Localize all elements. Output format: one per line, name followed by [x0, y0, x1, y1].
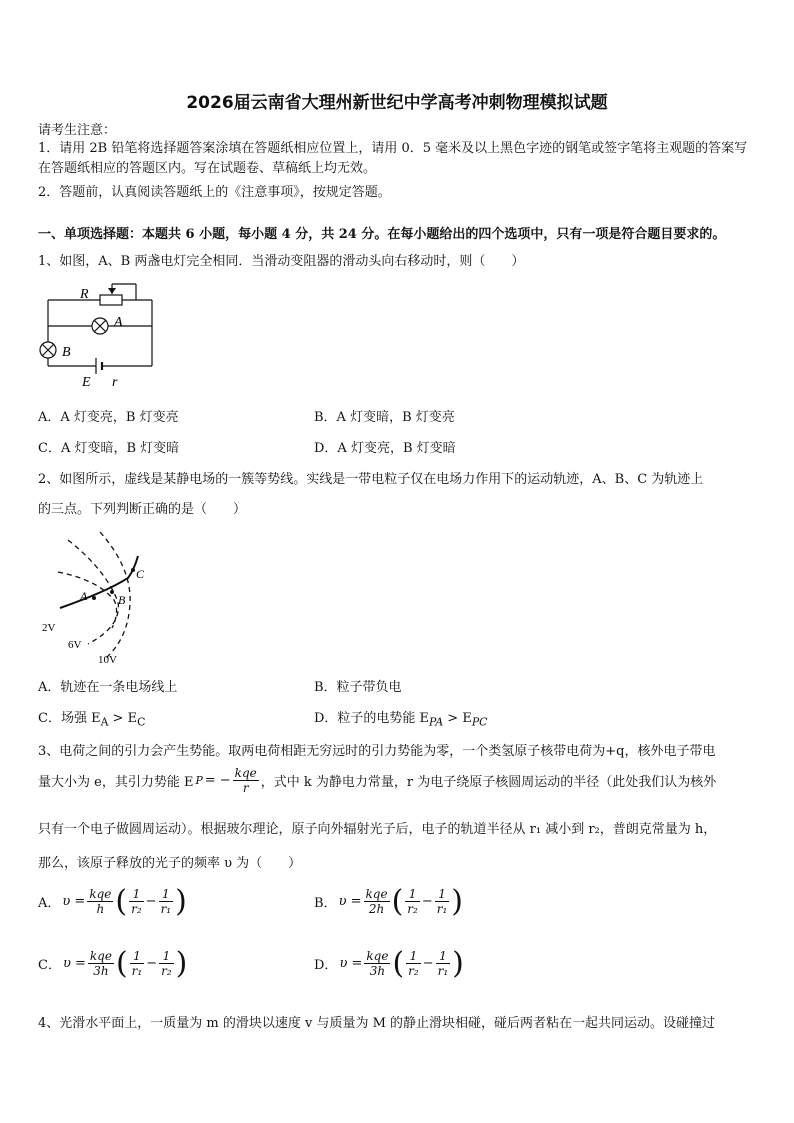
notice-item-2: 2．答题前，认真阅读答题纸上的《注意事项》，按规定答题。 [38, 185, 391, 200]
q2-option-b: B．粒子带负电 [314, 680, 402, 695]
notice-item-1: 1．请用 2B 铅笔将选择题答案涂填在答题纸相应位置上，请用 0．5 毫米及以上黑色字迹的钢笔或签字笔将主观题的答案写在答题纸相应的答题区内。写在试题卷、草稿纸上均无效。 [38, 141, 748, 176]
question-4-stem: 4、光滑水平面上，一质量为 m 的滑块以速度 v 与质量为 M 的静止滑块相碰，碰后两者粘在一起共同运动。设碰撞过 [38, 1016, 716, 1031]
label-R: R [80, 287, 89, 302]
label-r: r [112, 375, 118, 390]
q3-option-c: C． υ = $\frac{\text{kqe}}{3h}$ ( $\frac{1}{\text{r₁}}$ − $\frac{1}{\text{r₂}}$ ) [38, 946, 188, 981]
q1-option-c: C．A 灯变暗，B 灯变暗 [38, 441, 180, 456]
q1-option-d: D．A 灯变亮，B 灯变暗 [314, 441, 456, 456]
question-3-line2: 量大小为 e，其引力势能 E P = − $\frac{\text{kqe}}{r}$ ，式中 k 为静电力常量，r 为电子绕原子核圆周运动的半径（此处我们认为核外 [38, 766, 717, 795]
potential-energy-fraction: $\frac{\text{kqe}}{r}$ [234, 766, 257, 795]
label-point-c: C [136, 567, 145, 581]
question-1-stem: 1、如图，A、B 两盏电灯完全相同．当滑动变阻器的滑动头向右移动时，则（ ） [38, 254, 525, 269]
question-2-stem-line1: 2、如图所示，虚线是某静电场的一簇等势线。实线是一带电粒子仅在电场力作用下的运动轨迹，A、B、C 为轨迹上 [38, 472, 704, 487]
q2-option-c: C．场强 $E_A > E_C$ [38, 711, 146, 729]
label-point-a: A [80, 589, 88, 603]
question-3-line4: 那么，该原子释放的光子的频率 υ 为（ ） [38, 856, 302, 871]
q3-option-d: D． υ = $\frac{\text{kqe}}{3h}$ ( $\frac{1}{\text{r₂}}$ − $\frac{1}{\text{r₁}}$ ) [314, 946, 464, 981]
q3-option-b: B． υ = $\frac{\text{kqe}}{2h}$ ( $\frac{1}{\text{r₂}}$ − $\frac{1}{\text{r₁}}$ ) [314, 884, 463, 919]
question-3-line1: 3、电荷之间的引力会产生势能。取两电荷相距无穷远时的引力势能为零，一个类氢原子核带电荷为+q，核外电子带电 [38, 744, 716, 759]
label-2v: 2V [42, 622, 56, 634]
notice-heading: 请考生注意： [38, 123, 117, 138]
label-10v: 10V [98, 654, 117, 666]
circuit-diagram [34, 280, 164, 390]
equipotential-diagram [36, 528, 166, 668]
q1-option-a: A．A 灯变亮，B 灯变亮 [38, 410, 179, 425]
label-A: A [114, 315, 123, 330]
section-heading: 一、单项选择题：本题共 6 小题，每小题 4 分，共 24 分。在每小题给出的四个选项中，只有一项是符合题目要求的。 [38, 227, 726, 242]
label-6v: 6V [68, 639, 82, 651]
label-E: E [82, 375, 91, 390]
question-2-stem-line2: 的三点。下列判断正确的是（ ） [38, 502, 247, 517]
page-title: 2026届云南省大理州新世纪中学高考冲刺物理模拟试题 [186, 93, 608, 113]
label-B: B [62, 345, 71, 360]
question-3-line3: 只有一个电子做圆周运动）。根据玻尔理论，原子向外辐射光子后，电子的轨道半径从 r₁ 减小到 r₂，普朗克常量为 h， [38, 822, 717, 837]
q1-option-b: B．A 灯变暗，B 灯变亮 [314, 410, 455, 425]
q2-option-a: A．轨迹在一条电场线上 [38, 680, 178, 695]
label-point-b: B [118, 593, 126, 607]
q2-option-d: D．粒子的电势能 $E_{PA} > E_{PC}$ [314, 711, 488, 729]
q3-option-a: A． υ = $\frac{\text{kqe}}{h}$ ( $\frac{1}{\text{r₂}}$ − $\frac{1}{\text{r₁}}$ ) [38, 884, 187, 919]
